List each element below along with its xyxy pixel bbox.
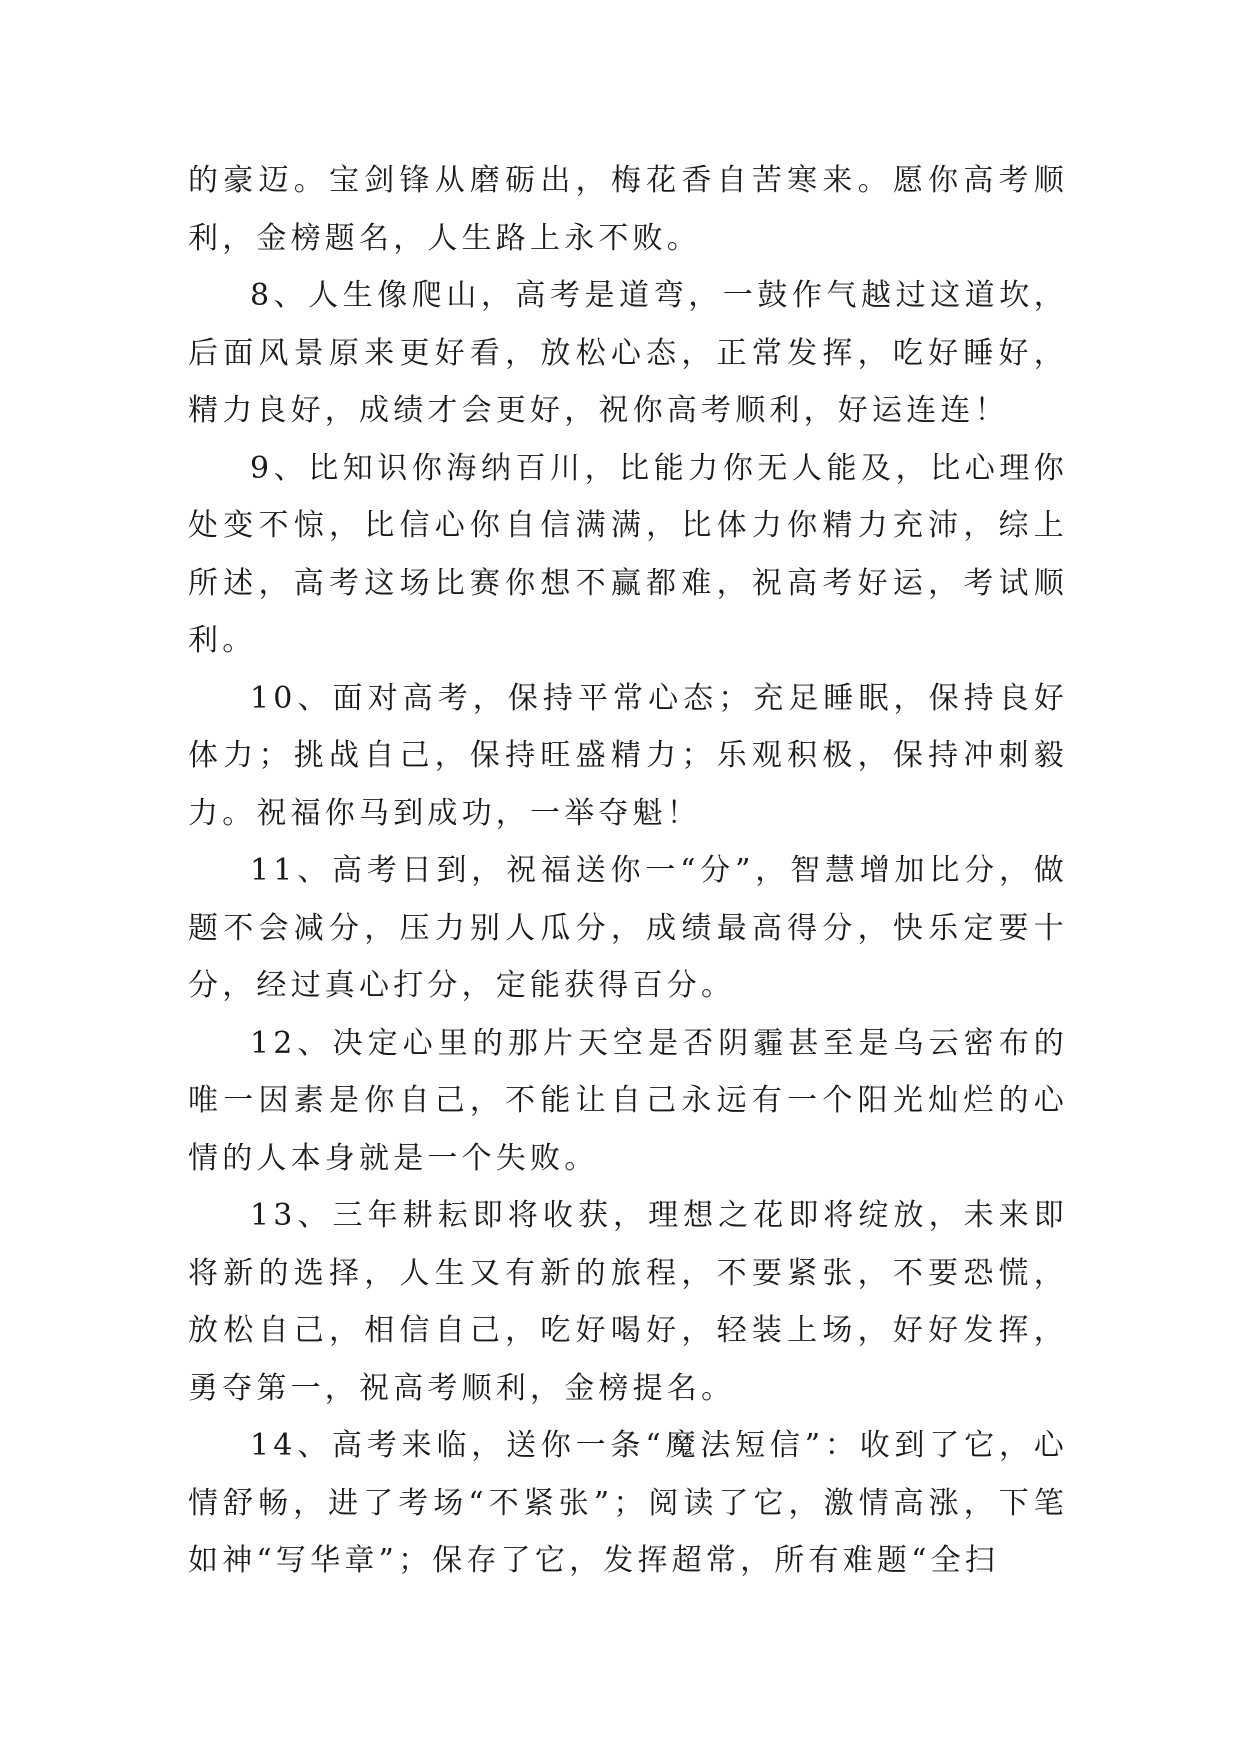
paragraph-12: 12、决定心里的那片天空是否阴霾甚至是乌云密布的唯一因素是你自己，不能让自己永远有一个阳光灿烂的心情的人本身就是一个失败。 [188, 1025, 1068, 1176]
paragraph-10: 10、面对高考，保持平常心态；充足睡眠，保持良好体力；挑战自己，保持旺盛精力；乐观积极，保持冲刺毅力。祝福你马到成功，一举夺魁！ [188, 680, 1068, 831]
paragraph-9: 9、比知识你海纳百川，比能力你无人能及，比心理你处变不惊，比信心你自信满满，比体力你精力充沛，综上所述，高考这场比赛你想不赢都难，祝高考好运，考试顺利。 [188, 450, 1068, 658]
paragraph-14: 14、高考来临，送你一条“魔法短信”：收到了它，心情舒畅，进了考场“不紧张”；阅读了它，激情高涨，下笔如神“写华章”；保存了它，发挥超常，所有难题“全扫 [188, 1428, 1068, 1578]
paragraph-11: 11、高考日到，祝福送你一“分”，智慧增加比分，做题不会减分，压力别人瓜分，成绩最高得分，快乐定要十分，经过真心打分，定能获得百分。 [188, 853, 1068, 1003]
paragraph-13: 13、三年耕耘即将收获，理想之花即将绽放，未来即将新的选择，人生又有新的旅程，不要紧张，不要恐慌，放松自己，相信自己，吃好喝好，轻装上场，好好发挥，勇夺第一，祝高考顺利，金榜提名。 [188, 1198, 1068, 1406]
paragraph-8: 8、人生像爬山，高考是道弯，一鼓作气越过这道坎，后面风景原来更好看，放松心态，正常发挥，吃好睡好，精力良好，成绩才会更好，祝你高考顺利，好运连连！ [188, 278, 1068, 428]
paragraph-continued: 的豪迈。宝剑锋从磨砺出，梅花香自苦寒来。愿你高考顺利，金榜题名，人生路上永不败。 [188, 163, 1068, 256]
document-body [188, 152, 1068, 1590]
